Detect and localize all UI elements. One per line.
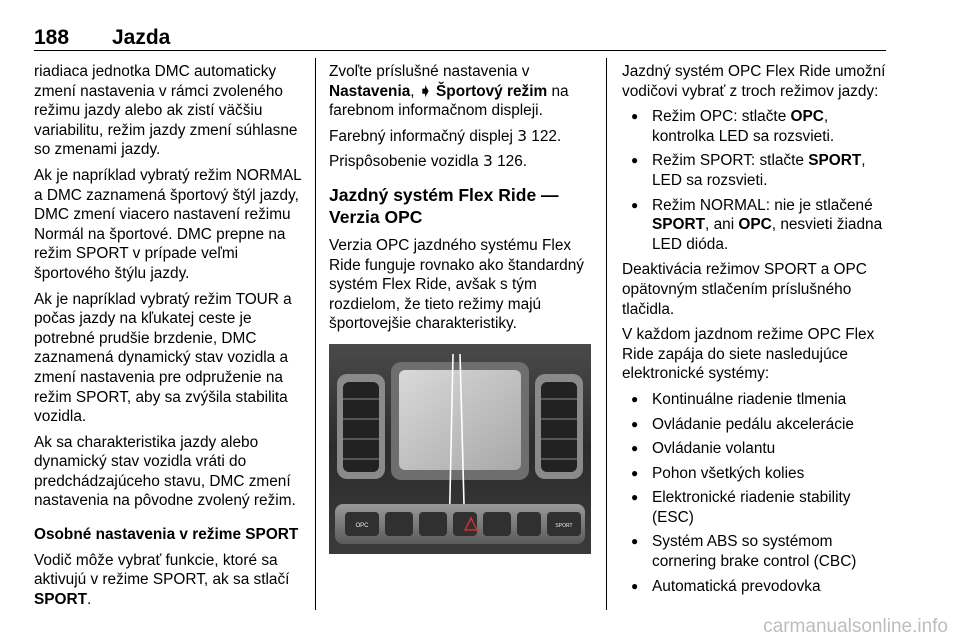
text: Zvoľte príslušné nastavenia v [329, 63, 530, 80]
bold-term: SPORT [652, 216, 706, 234]
column-divider [606, 58, 607, 610]
list-item: ● Systém ABS so systémom cornering brake control (CBC) [622, 532, 892, 571]
air-vent-left [337, 374, 385, 479]
bold-term: OPC [738, 216, 772, 234]
list-item: ● Ovládanie volantu [622, 439, 892, 459]
paragraph: Deaktivácia režimov SPORT a OPC opätovným stlačením príslušného tlačidla. [622, 261, 867, 318]
text: Farebný informačný displej [329, 127, 518, 145]
paragraph [329, 62, 593, 121]
paragraph [329, 127, 593, 147]
systems-list [622, 390, 892, 596]
column-3 [622, 62, 892, 602]
column-1 [34, 62, 306, 615]
bold-term: OPC [790, 108, 824, 126]
list-item: ● Pohon všetkých kolies [622, 464, 892, 484]
list-item [622, 151, 892, 190]
column-2 [329, 62, 593, 554]
park-assist-button [483, 512, 511, 536]
text: Prispôsobenie vozidla [329, 153, 483, 171]
text: , nesvieti žiadna LED dióda. [652, 216, 883, 253]
list-item [622, 196, 892, 255]
dashboard-photo [329, 344, 591, 554]
paragraph [34, 551, 306, 610]
watermark: carmanualsonline.info [763, 616, 948, 637]
text: . [87, 590, 92, 608]
list-item [622, 107, 892, 146]
paragraph: V každom jazdnom režime OPC Flex Ride zapája do siete nasledujúce elektronické systémy: [622, 326, 875, 383]
list-item: ● Ovládanie pedálu akcelerácie [622, 415, 892, 435]
heading-flex-ride-opc: Jazdný systém Flex Ride — Verzia OPC [329, 184, 559, 227]
bold-term: SPORT [808, 152, 862, 170]
text: , [410, 82, 419, 100]
text: Vodič môže vybrať funkcie, ktoré sa aktivujú v režime SPORT, ak sa stlačí [34, 551, 290, 589]
list-item: ● Elektronické riadenie stability (ESC) [622, 488, 892, 527]
page-ref-icon: 3 [483, 152, 493, 171]
text: , LED sa rozsvieti. [652, 152, 866, 189]
paragraph: Ak je napríklad vybratý režim TOUR a počas jazdy na kľukatej ceste je potrebné prudšie brzdenie, DMC zaznamená dynamický stav vozidla a zmení nastavenia pre odpruženie na režim SPORT, aby sa zvýšila stabilita vozidla. [34, 290, 292, 426]
bold-term: Nastavenia [329, 82, 411, 100]
paragraph: Ak je napríklad vybratý režim NORMAL a DMC zaznamená športový štýl jazdy, DMC zmení viacero nastavení režimu Normál na športové. DMC prepne na režim SPORT v prípade veľmi športového štýlu jazdy. [34, 166, 302, 282]
page-ref-icon: 3 [517, 126, 527, 145]
column-divider [315, 58, 316, 610]
air-vent-right [535, 374, 583, 479]
seat-button [385, 512, 413, 536]
header-rule [34, 50, 886, 51]
sport-button-label: SPORT [555, 522, 573, 529]
info-display [399, 370, 521, 470]
text: Režim NORMAL: nie je stlačené [652, 196, 873, 214]
paragraph: Jazdný systém OPC Flex Ride umožní vodičovi vybrať z troch režimov jazdy: [622, 63, 886, 100]
text: Režim SPORT: stlačte [652, 152, 809, 170]
mode-list [622, 107, 892, 254]
text: na farebnom informačnom displeji. [329, 82, 569, 120]
text: , kontrolka LED sa rozsvieti. [652, 108, 835, 145]
assist-button [517, 512, 541, 536]
section-title: Jazda [112, 26, 171, 49]
text: , ani [705, 216, 739, 234]
opc-button-label: OPC [355, 522, 369, 529]
subheading-sport-settings: Osobné nastavenia v režime SPORT [34, 526, 299, 544]
menu-arrow-icon: ➧ [418, 82, 432, 100]
list-item: ● Kontinuálne riadenie tlmenia [622, 390, 892, 410]
paragraph [329, 152, 593, 172]
paragraph: riadiaca jednotka DMC automaticky zmení nastavenia v rámci zvoleného režimu jazdy alebo ak zistí väčšiu variabilitu, režim jazdy zmení súhlasne so zmenami jazdy. [34, 63, 298, 159]
page-ref: 126. [492, 153, 528, 171]
page-number: 188 [34, 26, 70, 49]
paragraph: Ak sa charakteristika jazdy alebo dynamický stav vozidla vráti do predchádzajúceho stavu, DMC zmení nastavenia na pôvodne zvolený režim. [34, 433, 296, 510]
bold-term: Športový režim [431, 82, 548, 100]
page-ref: 122. [527, 127, 562, 145]
list-item: ● Automatická prevodovka [622, 577, 892, 597]
text: Režim OPC: stlačte [652, 108, 791, 126]
seat-button [419, 512, 447, 536]
bold-term: SPORT [34, 590, 88, 608]
paragraph: Verzia OPC jazdného systému Flex Ride funguje rovnako ako štandardný systém Flex Ride, avšak s tým rozdielom, že tieto režimy majú športovejšie charakteristiky. [329, 236, 584, 333]
